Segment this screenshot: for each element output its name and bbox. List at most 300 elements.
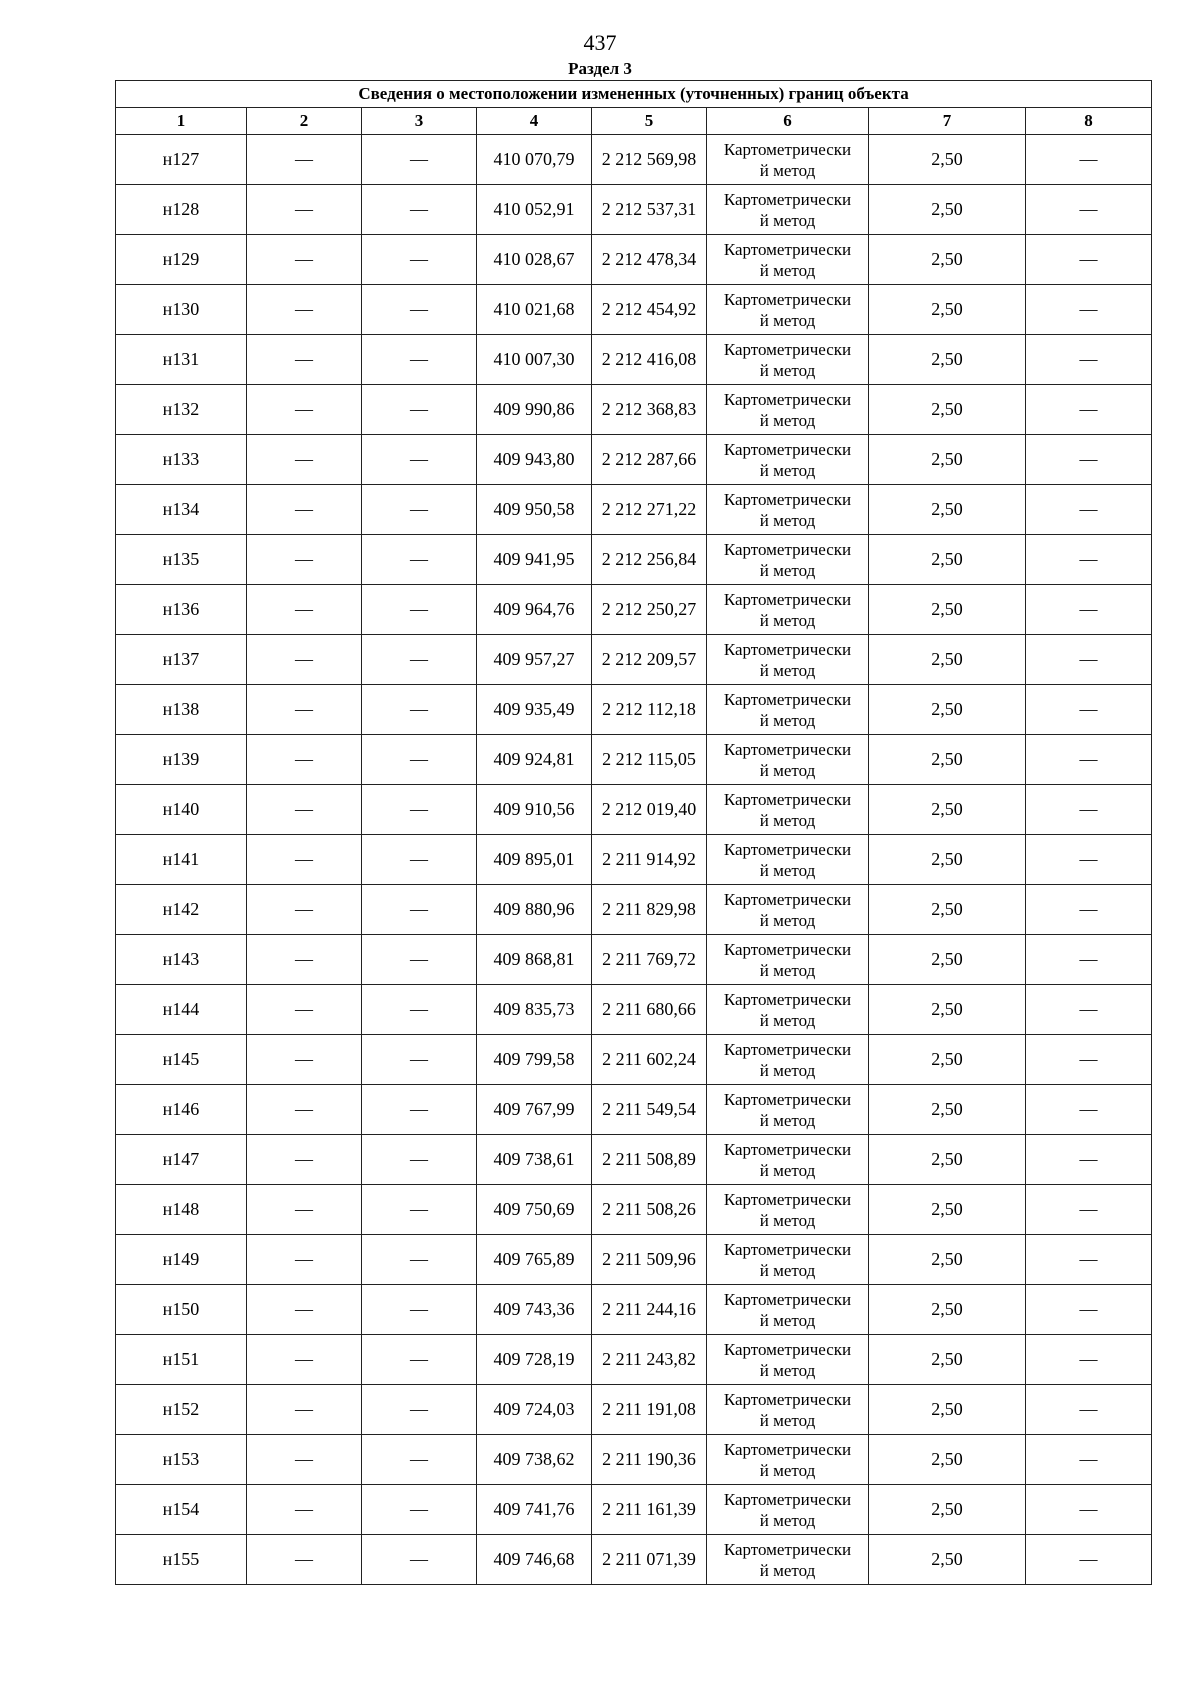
- x-coordinate-cell: 410 028,67: [477, 235, 592, 285]
- method-text-line: Картометрически: [723, 789, 852, 809]
- accuracy-cell: 2,50: [869, 635, 1026, 685]
- y-coordinate-cell: 2 211 549,54: [592, 1085, 707, 1135]
- empty-dash-cell: —: [1026, 235, 1152, 285]
- accuracy-cell: 2,50: [869, 1135, 1026, 1185]
- point-cell: н144: [116, 985, 247, 1035]
- accuracy-cell: 2,50: [869, 585, 1026, 635]
- method-text-line: Картометрически: [723, 1139, 852, 1159]
- empty-dash-cell: —: [247, 1385, 362, 1435]
- method-cell: [707, 1385, 869, 1435]
- empty-dash-cell: —: [1026, 885, 1152, 935]
- empty-dash-cell: —: [1026, 135, 1152, 185]
- y-coordinate-cell: 2 211 508,26: [592, 1185, 707, 1235]
- empty-dash-cell: —: [362, 1335, 477, 1385]
- x-coordinate-cell: 410 070,79: [477, 135, 592, 185]
- method-text-line: й метод: [759, 860, 816, 880]
- method-text-line: й метод: [759, 1360, 816, 1380]
- method-text-line: й метод: [759, 1510, 816, 1530]
- table-row: [116, 1135, 1152, 1185]
- y-coordinate-cell: 2 212 250,27: [592, 585, 707, 635]
- point-cell: н135: [116, 535, 247, 585]
- point-cell: н147: [116, 1135, 247, 1185]
- y-coordinate-cell: 2 211 161,39: [592, 1485, 707, 1535]
- point-cell: н153: [116, 1435, 247, 1485]
- y-coordinate-cell: 2 211 244,16: [592, 1285, 707, 1335]
- table-row: [116, 285, 1152, 335]
- point-cell: н145: [116, 1035, 247, 1085]
- point-cell: н155: [116, 1535, 247, 1585]
- coordinates-table: [115, 80, 1152, 1585]
- method-text-line: й метод: [759, 210, 816, 230]
- empty-dash-cell: —: [1026, 1435, 1152, 1485]
- empty-dash-cell: —: [1026, 935, 1152, 985]
- accuracy-cell: 2,50: [869, 735, 1026, 785]
- method-cell: [707, 1035, 869, 1085]
- table-row: [116, 435, 1152, 485]
- point-cell: н133: [116, 435, 247, 485]
- empty-dash-cell: —: [247, 1435, 362, 1485]
- method-text-line: й метод: [759, 560, 816, 580]
- column-header: 7: [869, 108, 1026, 135]
- point-cell: н131: [116, 335, 247, 385]
- x-coordinate-cell: 409 750,69: [477, 1185, 592, 1235]
- method-cell: [707, 585, 869, 635]
- method-text-line: Картометрически: [723, 1539, 852, 1559]
- accuracy-cell: 2,50: [869, 435, 1026, 485]
- empty-dash-cell: —: [362, 285, 477, 335]
- point-cell: н154: [116, 1485, 247, 1535]
- method-cell: [707, 685, 869, 735]
- empty-dash-cell: —: [247, 785, 362, 835]
- empty-dash-cell: —: [362, 835, 477, 885]
- method-cell: [707, 785, 869, 835]
- method-cell: [707, 385, 869, 435]
- page-number: 437: [583, 30, 617, 55]
- table-row: [116, 835, 1152, 885]
- y-coordinate-cell: 2 211 680,66: [592, 985, 707, 1035]
- method-cell: [707, 735, 869, 785]
- point-cell: н142: [116, 885, 247, 935]
- accuracy-cell: 2,50: [869, 1035, 1026, 1085]
- table-caption-row: [116, 81, 1152, 108]
- empty-dash-cell: —: [247, 1485, 362, 1535]
- empty-dash-cell: —: [362, 985, 477, 1035]
- empty-dash-cell: —: [247, 135, 362, 185]
- empty-dash-cell: —: [247, 485, 362, 535]
- empty-dash-cell: —: [247, 535, 362, 585]
- empty-dash-cell: —: [362, 1185, 477, 1235]
- empty-dash-cell: —: [362, 535, 477, 585]
- method-text-line: й метод: [759, 460, 816, 480]
- point-cell: н130: [116, 285, 247, 335]
- x-coordinate-cell: 410 021,68: [477, 285, 592, 335]
- y-coordinate-cell: 2 211 509,96: [592, 1235, 707, 1285]
- empty-dash-cell: —: [247, 1035, 362, 1085]
- table-row: [116, 335, 1152, 385]
- method-text-line: й метод: [759, 1460, 816, 1480]
- y-coordinate-cell: 2 211 602,24: [592, 1035, 707, 1085]
- empty-dash-cell: —: [362, 1135, 477, 1185]
- accuracy-cell: 2,50: [869, 1385, 1026, 1435]
- x-coordinate-cell: 409 990,86: [477, 385, 592, 435]
- empty-dash-cell: —: [362, 185, 477, 235]
- table-row: [116, 985, 1152, 1035]
- x-coordinate-cell: 409 835,73: [477, 985, 592, 1035]
- method-text-line: Картометрически: [723, 1339, 852, 1359]
- x-coordinate-cell: 409 738,62: [477, 1435, 592, 1485]
- table-row: [116, 735, 1152, 785]
- method-cell: [707, 235, 869, 285]
- method-cell: [707, 1435, 869, 1485]
- empty-dash-cell: —: [362, 1035, 477, 1085]
- column-header: 6: [707, 108, 869, 135]
- method-text-line: Картометрически: [723, 1289, 852, 1309]
- empty-dash-cell: —: [362, 585, 477, 635]
- empty-dash-cell: —: [362, 1085, 477, 1135]
- method-cell: [707, 185, 869, 235]
- method-text-line: й метод: [759, 810, 816, 830]
- method-cell: [707, 985, 869, 1035]
- empty-dash-cell: —: [362, 485, 477, 535]
- method-text-line: й метод: [759, 1410, 816, 1430]
- empty-dash-cell: —: [247, 1135, 362, 1185]
- accuracy-cell: 2,50: [869, 385, 1026, 435]
- point-cell: н129: [116, 235, 247, 285]
- empty-dash-cell: —: [247, 1285, 362, 1335]
- column-header: 5: [592, 108, 707, 135]
- table-row: [116, 1285, 1152, 1335]
- empty-dash-cell: —: [247, 935, 362, 985]
- table-row: [116, 935, 1152, 985]
- x-coordinate-cell: 410 052,91: [477, 185, 592, 235]
- accuracy-cell: 2,50: [869, 1535, 1026, 1585]
- table-row: [116, 785, 1152, 835]
- empty-dash-cell: —: [1026, 685, 1152, 735]
- method-cell: [707, 1185, 869, 1235]
- accuracy-cell: 2,50: [869, 1235, 1026, 1285]
- x-coordinate-cell: 409 724,03: [477, 1385, 592, 1435]
- method-text-line: Картометрически: [723, 1489, 852, 1509]
- empty-dash-cell: —: [247, 1085, 362, 1135]
- empty-dash-cell: —: [362, 1485, 477, 1535]
- empty-dash-cell: —: [247, 1535, 362, 1585]
- method-text-line: й метод: [759, 710, 816, 730]
- method-text-line: Картометрически: [723, 1439, 852, 1459]
- point-cell: н138: [116, 685, 247, 735]
- empty-dash-cell: —: [1026, 1085, 1152, 1135]
- method-text-line: й метод: [759, 910, 816, 930]
- method-text-line: Картометрически: [723, 989, 852, 1009]
- y-coordinate-cell: 2 212 271,22: [592, 485, 707, 535]
- method-text-line: Картометрически: [723, 1389, 852, 1409]
- accuracy-cell: 2,50: [869, 1435, 1026, 1485]
- accuracy-cell: 2,50: [869, 485, 1026, 535]
- method-cell: [707, 635, 869, 685]
- accuracy-cell: 2,50: [869, 135, 1026, 185]
- table-row: [116, 685, 1152, 735]
- empty-dash-cell: —: [362, 235, 477, 285]
- table-row: [116, 1235, 1152, 1285]
- empty-dash-cell: —: [247, 1335, 362, 1385]
- method-text-line: й метод: [759, 410, 816, 430]
- empty-dash-cell: —: [247, 735, 362, 785]
- y-coordinate-cell: 2 211 769,72: [592, 935, 707, 985]
- y-coordinate-cell: 2 212 019,40: [592, 785, 707, 835]
- x-coordinate-cell: 409 964,76: [477, 585, 592, 635]
- column-header-row: [116, 108, 1152, 135]
- y-coordinate-cell: 2 212 287,66: [592, 435, 707, 485]
- method-text-line: й метод: [759, 1160, 816, 1180]
- method-text-line: Картометрически: [723, 239, 852, 259]
- method-text-line: Картометрически: [723, 489, 852, 509]
- y-coordinate-cell: 2 211 508,89: [592, 1135, 707, 1185]
- empty-dash-cell: —: [362, 885, 477, 935]
- column-header: 3: [362, 108, 477, 135]
- accuracy-cell: 2,50: [869, 885, 1026, 935]
- empty-dash-cell: —: [1026, 985, 1152, 1035]
- table-row: [116, 535, 1152, 585]
- empty-dash-cell: —: [1026, 835, 1152, 885]
- method-text-line: й метод: [759, 1310, 816, 1330]
- point-cell: н137: [116, 635, 247, 685]
- empty-dash-cell: —: [362, 1435, 477, 1485]
- point-cell: н143: [116, 935, 247, 985]
- empty-dash-cell: —: [362, 1385, 477, 1435]
- method-text-line: й метод: [759, 1060, 816, 1080]
- accuracy-cell: 2,50: [869, 335, 1026, 385]
- empty-dash-cell: —: [1026, 335, 1152, 385]
- method-text-line: Картометрически: [723, 939, 852, 959]
- table-row: [116, 1185, 1152, 1235]
- x-coordinate-cell: 409 943,80: [477, 435, 592, 485]
- method-text-line: Картометрически: [723, 339, 852, 359]
- table-row: [116, 185, 1152, 235]
- y-coordinate-cell: 2 212 256,84: [592, 535, 707, 585]
- empty-dash-cell: —: [1026, 1535, 1152, 1585]
- accuracy-cell: 2,50: [869, 185, 1026, 235]
- point-cell: н127: [116, 135, 247, 185]
- method-cell: [707, 335, 869, 385]
- empty-dash-cell: —: [1026, 1135, 1152, 1185]
- empty-dash-cell: —: [1026, 1335, 1152, 1385]
- table-row: [116, 1435, 1152, 1485]
- x-coordinate-cell: 409 799,58: [477, 1035, 592, 1085]
- point-cell: н151: [116, 1335, 247, 1385]
- method-text-line: Картометрически: [723, 439, 852, 459]
- x-coordinate-cell: 409 767,99: [477, 1085, 592, 1135]
- point-cell: н136: [116, 585, 247, 635]
- accuracy-cell: 2,50: [869, 1085, 1026, 1135]
- empty-dash-cell: —: [247, 335, 362, 385]
- point-cell: н140: [116, 785, 247, 835]
- x-coordinate-cell: 409 950,58: [477, 485, 592, 535]
- empty-dash-cell: —: [1026, 785, 1152, 835]
- empty-dash-cell: —: [247, 235, 362, 285]
- table-row: [116, 1085, 1152, 1135]
- method-cell: [707, 435, 869, 485]
- empty-dash-cell: —: [247, 885, 362, 935]
- accuracy-cell: 2,50: [869, 1335, 1026, 1385]
- y-coordinate-cell: 2 212 115,05: [592, 735, 707, 785]
- accuracy-cell: 2,50: [869, 535, 1026, 585]
- empty-dash-cell: —: [247, 1235, 362, 1285]
- accuracy-cell: 2,50: [869, 685, 1026, 735]
- x-coordinate-cell: 409 895,01: [477, 835, 592, 885]
- empty-dash-cell: —: [362, 785, 477, 835]
- table-caption: Сведения о местоположении измененных (уточненных) границ объекта: [116, 81, 1152, 108]
- point-cell: н149: [116, 1235, 247, 1285]
- table-row: [116, 1485, 1152, 1535]
- empty-dash-cell: —: [362, 735, 477, 785]
- y-coordinate-cell: 2 211 243,82: [592, 1335, 707, 1385]
- empty-dash-cell: —: [1026, 635, 1152, 685]
- method-text-line: Картометрически: [723, 1189, 852, 1209]
- x-coordinate-cell: 409 746,68: [477, 1535, 592, 1585]
- x-coordinate-cell: 410 007,30: [477, 335, 592, 385]
- method-cell: [707, 1135, 869, 1185]
- empty-dash-cell: —: [247, 985, 362, 1035]
- table-row: [116, 635, 1152, 685]
- method-text-line: Картометрически: [723, 839, 852, 859]
- y-coordinate-cell: 2 212 209,57: [592, 635, 707, 685]
- method-text-line: й метод: [759, 510, 816, 530]
- accuracy-cell: 2,50: [869, 835, 1026, 885]
- method-text-line: Картометрически: [723, 589, 852, 609]
- table-row: [116, 585, 1152, 635]
- table-row: [116, 135, 1152, 185]
- empty-dash-cell: —: [1026, 535, 1152, 585]
- x-coordinate-cell: 409 935,49: [477, 685, 592, 735]
- point-cell: н146: [116, 1085, 247, 1135]
- method-text-line: Картометрически: [723, 539, 852, 559]
- empty-dash-cell: —: [1026, 385, 1152, 435]
- empty-dash-cell: —: [362, 1285, 477, 1335]
- method-cell: [707, 1085, 869, 1135]
- empty-dash-cell: —: [247, 835, 362, 885]
- y-coordinate-cell: 2 212 454,92: [592, 285, 707, 335]
- column-header: 8: [1026, 108, 1152, 135]
- table-row: [116, 1035, 1152, 1085]
- method-text-line: Картометрически: [723, 139, 852, 159]
- method-text-line: й метод: [759, 960, 816, 980]
- accuracy-cell: 2,50: [869, 235, 1026, 285]
- y-coordinate-cell: 2 211 914,92: [592, 835, 707, 885]
- empty-dash-cell: —: [1026, 1185, 1152, 1235]
- point-cell: н139: [116, 735, 247, 785]
- empty-dash-cell: —: [247, 435, 362, 485]
- table-row: [116, 385, 1152, 435]
- table-row: [116, 885, 1152, 935]
- method-cell: [707, 485, 869, 535]
- method-cell: [707, 1285, 869, 1335]
- point-cell: н134: [116, 485, 247, 535]
- table-row: [116, 1335, 1152, 1385]
- empty-dash-cell: —: [1026, 735, 1152, 785]
- method-cell: [707, 1535, 869, 1585]
- method-text-line: Картометрически: [723, 389, 852, 409]
- x-coordinate-cell: 409 765,89: [477, 1235, 592, 1285]
- empty-dash-cell: —: [247, 585, 362, 635]
- method-cell: [707, 1485, 869, 1535]
- method-text-line: Картометрически: [723, 889, 852, 909]
- method-text-line: Картометрически: [723, 689, 852, 709]
- y-coordinate-cell: 2 212 569,98: [592, 135, 707, 185]
- method-cell: [707, 285, 869, 335]
- table-body: [116, 135, 1152, 1585]
- method-text-line: Картометрически: [723, 739, 852, 759]
- method-text-line: й метод: [759, 1010, 816, 1030]
- empty-dash-cell: —: [362, 335, 477, 385]
- empty-dash-cell: —: [247, 685, 362, 735]
- point-cell: н128: [116, 185, 247, 235]
- empty-dash-cell: —: [362, 935, 477, 985]
- method-cell: [707, 1235, 869, 1285]
- method-text-line: Картометрически: [723, 1239, 852, 1259]
- table-row: [116, 1385, 1152, 1435]
- accuracy-cell: 2,50: [869, 985, 1026, 1035]
- y-coordinate-cell: 2 212 537,31: [592, 185, 707, 235]
- section-title: Раздел 3: [568, 59, 632, 78]
- method-text-line: й метод: [759, 1110, 816, 1130]
- x-coordinate-cell: 409 957,27: [477, 635, 592, 685]
- x-coordinate-cell: 409 941,95: [477, 535, 592, 585]
- y-coordinate-cell: 2 212 416,08: [592, 335, 707, 385]
- empty-dash-cell: —: [1026, 1485, 1152, 1535]
- accuracy-cell: 2,50: [869, 1185, 1026, 1235]
- y-coordinate-cell: 2 211 191,08: [592, 1385, 707, 1435]
- empty-dash-cell: —: [362, 1235, 477, 1285]
- empty-dash-cell: —: [362, 435, 477, 485]
- empty-dash-cell: —: [1026, 185, 1152, 235]
- empty-dash-cell: —: [247, 1185, 362, 1235]
- table-row: [116, 1535, 1152, 1585]
- method-cell: [707, 935, 869, 985]
- method-text-line: Картометрически: [723, 289, 852, 309]
- method-text-line: й метод: [759, 1210, 816, 1230]
- method-text-line: й метод: [759, 760, 816, 780]
- table-row: [116, 485, 1152, 535]
- method-text-line: й метод: [759, 1560, 816, 1580]
- x-coordinate-cell: 409 910,56: [477, 785, 592, 835]
- y-coordinate-cell: 2 211 829,98: [592, 885, 707, 935]
- x-coordinate-cell: 409 924,81: [477, 735, 592, 785]
- empty-dash-cell: —: [247, 635, 362, 685]
- method-text-line: Картометрически: [723, 189, 852, 209]
- method-cell: [707, 135, 869, 185]
- method-text-line: й метод: [759, 260, 816, 280]
- y-coordinate-cell: 2 211 190,36: [592, 1435, 707, 1485]
- table-row: [116, 235, 1152, 285]
- x-coordinate-cell: 409 880,96: [477, 885, 592, 935]
- empty-dash-cell: —: [1026, 1235, 1152, 1285]
- method-text-line: Картометрически: [723, 1039, 852, 1059]
- point-cell: н150: [116, 1285, 247, 1335]
- y-coordinate-cell: 2 212 368,83: [592, 385, 707, 435]
- y-coordinate-cell: 2 212 478,34: [592, 235, 707, 285]
- empty-dash-cell: —: [362, 1535, 477, 1585]
- column-header: 4: [477, 108, 592, 135]
- x-coordinate-cell: 409 743,36: [477, 1285, 592, 1335]
- x-coordinate-cell: 409 868,81: [477, 935, 592, 985]
- empty-dash-cell: —: [1026, 1385, 1152, 1435]
- point-cell: н152: [116, 1385, 247, 1435]
- accuracy-cell: 2,50: [869, 285, 1026, 335]
- y-coordinate-cell: 2 211 071,39: [592, 1535, 707, 1585]
- point-cell: н148: [116, 1185, 247, 1235]
- empty-dash-cell: —: [1026, 285, 1152, 335]
- empty-dash-cell: —: [247, 285, 362, 335]
- point-cell: н132: [116, 385, 247, 435]
